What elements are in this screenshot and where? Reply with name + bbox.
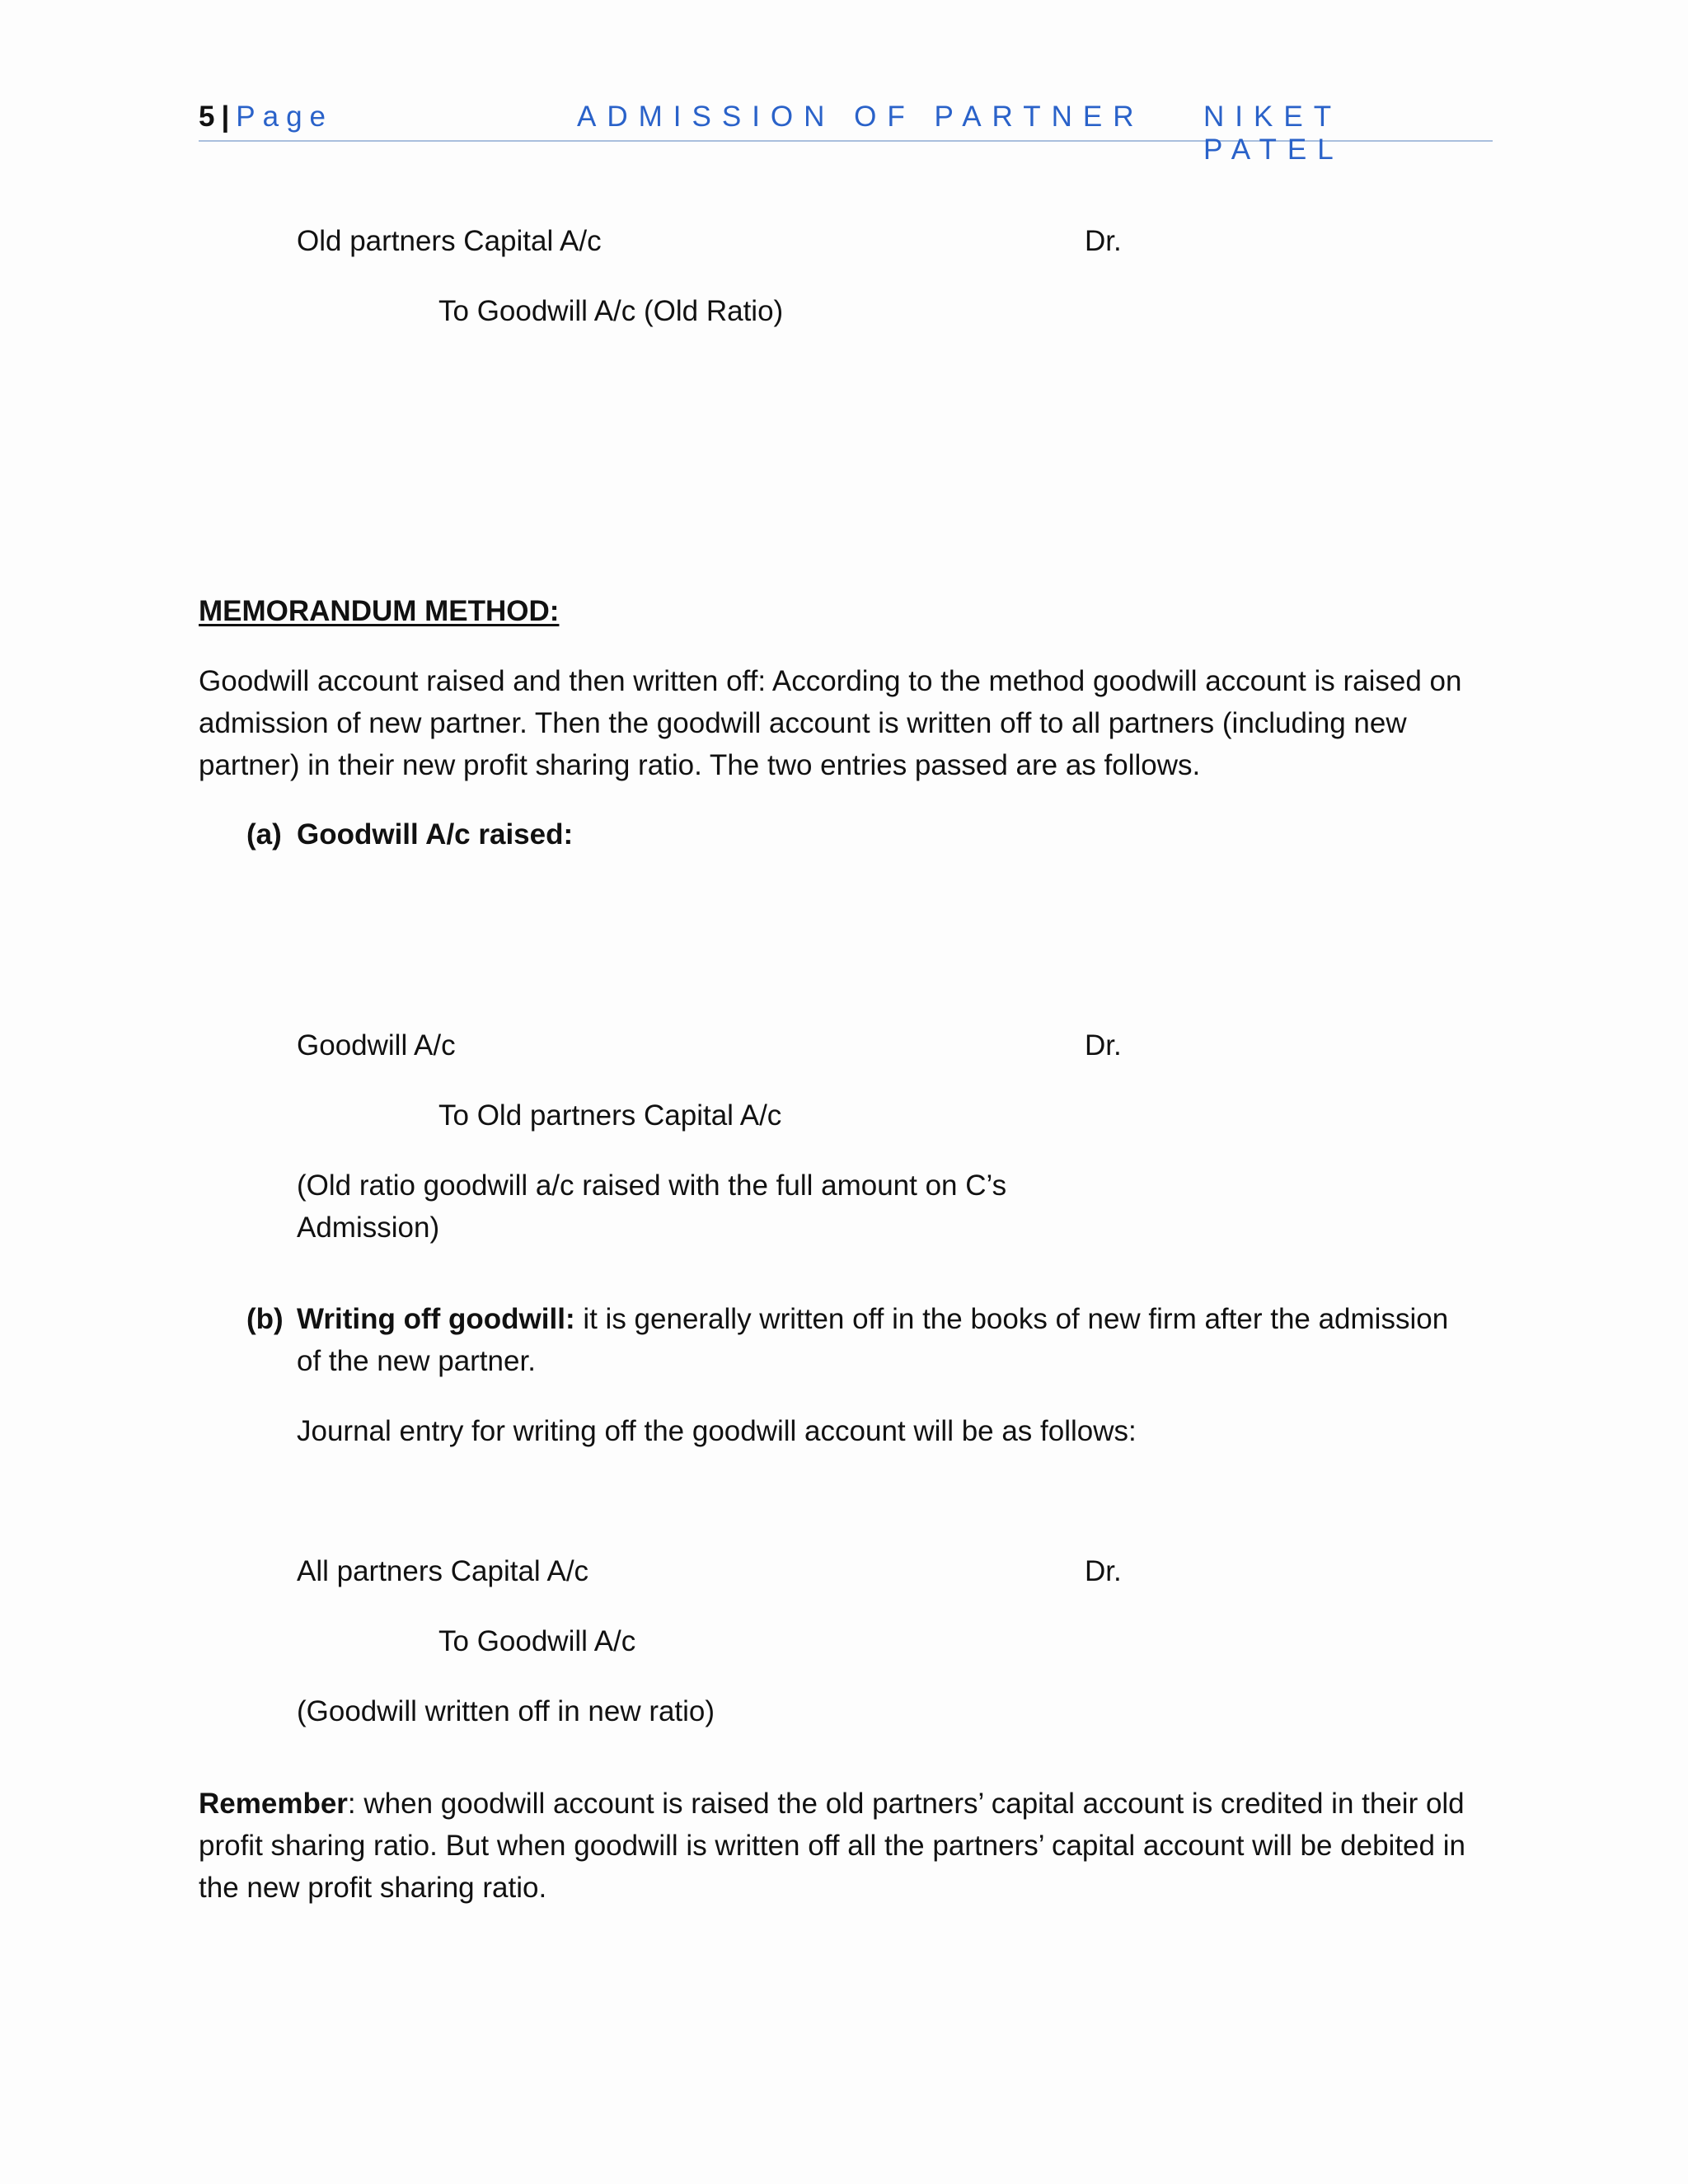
section-a-dr: Dr.	[1085, 1029, 1122, 1062]
page-number: 5	[199, 101, 217, 133]
remember-paragraph	[199, 1783, 1472, 1909]
section-b-paragraph	[297, 1298, 1467, 1382]
section-a-label: (a)	[246, 818, 282, 851]
entry1-debit: Old partners Capital A/c	[297, 225, 602, 257]
section-b-label: (b)	[246, 1303, 284, 1335]
remember-text: : when goodwill account is raised the old partners’ capital account is credited in their old profit sharing ratio. But when goodwill is written off all the partners’ capital account will be debited in the new profit sharing ratio.	[199, 1788, 1465, 1904]
page-number-block	[199, 101, 333, 134]
remember-label: Remember	[199, 1788, 348, 1820]
entry1-credit: To Goodwill A/c (Old Ratio)	[438, 295, 784, 327]
header-title: ADMISSION OF PARTNER	[577, 101, 1145, 133]
header-author: NIKET PATEL	[1203, 101, 1344, 166]
memorandum-intro: Goodwill account raised and then written off: According to the method goodwill account is raised on admission of new partner. Then the goodwill account is written off to all partners (including new partner) in their new profit sharing ratio. The two entries passed are as follows.	[199, 665, 1462, 781]
section-b-credit: To Goodwill A/c	[438, 1625, 636, 1657]
page-header	[199, 97, 1493, 166]
section-a-narration: (Old ratio goodwill a/c raised with the full amount on C’s Admission)	[297, 1169, 1007, 1244]
section-a-credit: To Old partners Capital A/c	[438, 1099, 782, 1132]
section-b-journal-intro: Journal entry for writing off the goodwill account will be as follows:	[297, 1415, 1137, 1447]
section-b-title: Writing off goodwill:	[297, 1303, 575, 1335]
section-b-text: it is generally written off in the books of new firm after the admission of the new partner.	[297, 1303, 1449, 1377]
section-a-title: Goodwill A/c raised:	[297, 818, 574, 851]
page-word: Page	[236, 101, 334, 133]
memorandum-heading: MEMORANDUM METHOD:	[199, 595, 560, 627]
entry1-dr: Dr.	[1085, 225, 1122, 257]
section-b-dr: Dr.	[1085, 1555, 1122, 1587]
section-b-narration: (Goodwill written off in new ratio)	[297, 1695, 715, 1727]
section-b-debit: All partners Capital A/c	[297, 1555, 589, 1587]
header-separator: |	[221, 101, 232, 133]
section-a-debit: Goodwill A/c	[297, 1029, 456, 1062]
